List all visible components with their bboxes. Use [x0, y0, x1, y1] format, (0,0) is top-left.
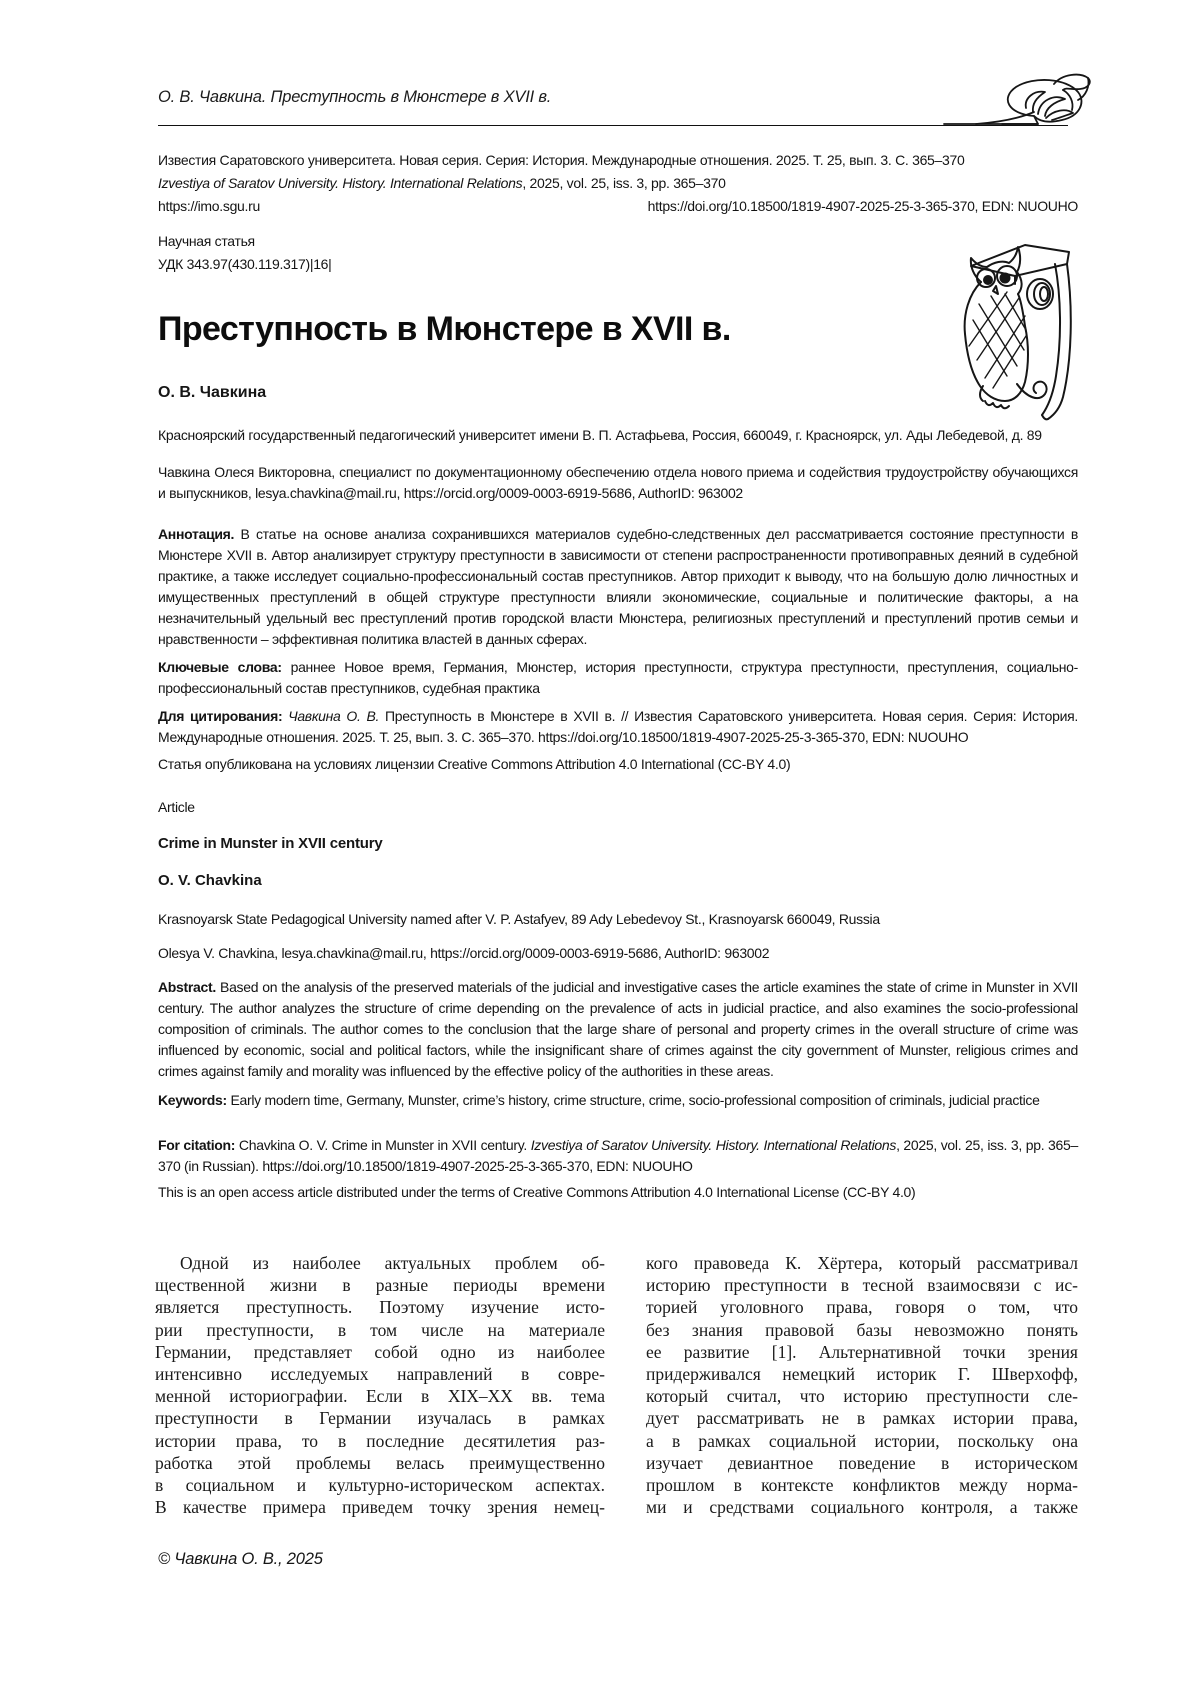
journal-site-link[interactable]: https://imo.sgu.ru	[158, 198, 260, 214]
journal-links-row	[158, 196, 1078, 217]
running-header-title: О. В. Чавкина. Преступность в Мюнстере в XVII в.	[158, 88, 552, 106]
author-bio-ru: Чавкина Олеся Викторовна, специалист по документационному обеспечению отдела нового приема и содействия трудоустройству обучающихся и выпускников, lesya.chavkina@mail.ru, https://orcid.org/0009-0003-6919-5686, AuthorID: 963002	[158, 464, 1078, 501]
body-text-line: работка этой проблемы велась преимущественно	[155, 1452, 605, 1473]
license-en: This is an open access article distributed under the terms of Creative Commons Attribution 4.0 International License (CC-BY 4.0)	[158, 1184, 916, 1200]
citation-pre-en: Chavkina O. V. Crime in Munster in XVII century.	[235, 1137, 531, 1153]
body-text-line: придерживался немецкий историк Г. Шверхофф,	[646, 1364, 1078, 1385]
body-text-line: преступности в Германии изучалась в рамках	[155, 1408, 605, 1429]
body-text-line: изучает девиантное поведение в историческом	[646, 1452, 1078, 1473]
copyright-notice: © Чавкина О. В., 2025	[158, 1550, 323, 1568]
body-text-line: кого правоведа К. Хёртера, который рассматривал	[646, 1253, 1078, 1273]
body-text-line: ее развитие [1]. Альтернативной точки зрения	[646, 1341, 1078, 1362]
header-rule	[158, 125, 1068, 126]
article-title-en: Crime in Munster in XVII century	[158, 835, 383, 852]
body-text-line: без знания правовой базы невозможно понять	[646, 1319, 1078, 1340]
journal-issue-en: , 2025, vol. 25, iss. 3, pp. 365–370	[522, 175, 726, 191]
body-text-line: в социальном и культурно-историческом аспектах.	[155, 1475, 605, 1496]
license-ru: Статья опубликована на условиях лицензии Creative Commons Attribution 4.0 International (CC-BY 4.0)	[158, 756, 791, 772]
body-text-line: который считал, что историю преступности сле-	[646, 1386, 1078, 1407]
journal-imprint-ru: Известия Саратовского университета. Новая серия. Серия: История. Международные отношения. 2025. Т. 25, вып. 3. С. 365–370	[158, 152, 965, 168]
body-text-line: истории права, то в последние десятилетия раз-	[155, 1430, 605, 1451]
keywords-text-en: Early modern time, Germany, Munster, crime’s history, crime structure, crime, socio-professional composition of criminals, judicial practice	[226, 1092, 1040, 1108]
abstract-label-en: Abstract.	[158, 979, 216, 995]
article-type-ru: Научная статья	[158, 233, 255, 249]
citation-label-ru: Для цитирования:	[158, 708, 283, 724]
keywords-text-ru: раннее Новое время, Германия, Мюнстер, история преступности, структура преступности, преступления, социально-профессиональный состав преступников, судебная практика	[158, 659, 1079, 696]
body-text-line: щественной жизни в разные периоды времени	[155, 1275, 605, 1296]
affiliation-ru: Красноярский государственный педагогический университет имени В. П. Астафьева, Россия, 660049, г. Красноярск, ул. Ады Лебедевой, д. 89	[158, 427, 1042, 443]
citation-ru	[158, 706, 1078, 748]
journal-imprint-en	[158, 173, 1078, 194]
keywords-label-ru: Ключевые слова:	[158, 659, 282, 675]
body-text-line: а в рамках социальной истории, поскольку она	[646, 1430, 1078, 1451]
doi-link[interactable]: https://doi.org/10.18500/1819-4907-2025-25-3-365-370, EDN: NUOUHO	[647, 198, 1078, 214]
body-text-line: интенсивно исследуемых направлений в совре-	[155, 1364, 605, 1385]
citation-label-en: For citation:	[158, 1137, 236, 1153]
keywords-en	[158, 1090, 1078, 1111]
udc-number: УДК 343.97(430.119.317)|16|	[158, 256, 332, 272]
abstract-text-en: Based on the analysis of the preserved materials of the judicial and investigative cases the article examines the state of crime in Munster in XVII century. The author analyzes the structure of crime depending on the prevalence of acts in judicial practice, and also examines the socio-professional composition of criminals. The author comes to the conclusion that the large share of personal and property crimes in the overall structure of crime was influenced by economic, social and political factors, while the insignificant share of crimes against the city government of Munster, religious crimes and crimes against family and morality was influenced by the effective policy of the authorities in these areas.	[158, 979, 1078, 1079]
body-text-line: рии преступности, в том числе на материале	[155, 1319, 605, 1340]
citation-text-ru: Преступность в Мюнстере в XVII в. // Известия Саратовского университета. Новая серия. Серия: История. Международные отношения. 2025. Т. 25, вып. 3. С. 365–370. https://doi.org/10.18500/1819-4907-2025-25-3-365-370, EDN: NUOUHO	[158, 708, 1078, 745]
author-name-en: O. V. Chavkina	[158, 872, 262, 889]
body-text-line: Одной из наиболее актуальных проблем об-	[180, 1253, 605, 1273]
citation-text-en: , 2025, vol. 25, iss. 3, pp. 365–370 (in Russian). https://doi.org/10.18500/1819-4907-2025-25-3-365-370, EDN: NUOUHO	[158, 1137, 1078, 1174]
citation-en	[158, 1135, 1078, 1177]
floral-ornament-icon	[942, 72, 1092, 128]
body-text-line: В качестве примера приведем точку зрения немец-	[155, 1497, 605, 1518]
body-column-right	[646, 1252, 1078, 1518]
citation-author-ru: Чавкина О. В.	[282, 708, 380, 724]
body-text-line: прошлом в контексте конфликтов между норма-	[646, 1475, 1078, 1496]
journal-name-en: Izvestiya of Saratov University. History. International Relations	[158, 175, 523, 191]
author-bio-en: Olesya V. Chavkina, lesya.chavkina@mail.ru, https://orcid.org/0009-0003-6919-5686, AuthorID: 963002	[158, 945, 770, 961]
keywords-ru	[158, 657, 1078, 699]
body-text-line: является преступность. Поэтому изучение исто-	[155, 1297, 605, 1318]
keywords-label-en: Keywords:	[158, 1092, 227, 1108]
body-text-line: дует рассматривать не в рамках истории права,	[646, 1408, 1078, 1429]
abstract-en	[158, 977, 1078, 1082]
abstract-ru	[158, 524, 1078, 650]
body-text-line: историю преступности в тесной взаимосвязи с ис-	[646, 1275, 1078, 1296]
body-text-line: Германии, представляет собой одно из наиболее	[155, 1341, 605, 1362]
author-name-ru: О. В. Чавкина	[158, 384, 267, 401]
article-type-en: Article	[158, 799, 195, 815]
body-text-line: ми и средствами социального контроля, а также	[646, 1497, 1078, 1518]
article-title-ru: Преступность в Мюнстере в XVII в.	[158, 310, 731, 348]
citation-journal-en: Izvestiya of Saratov University. History. International Relations	[530, 1137, 897, 1153]
body-column-left	[155, 1252, 605, 1518]
affiliation-en: Krasnoyarsk State Pedagogical University named after V. P. Astafyev, 89 Ady Lebedevoy St., Krasnoyarsk 660049, Russia	[158, 911, 880, 927]
abstract-label-ru: Аннотация.	[158, 526, 235, 542]
body-text-line: торией уголовного права, говоря о том, что	[646, 1297, 1078, 1318]
abstract-text-ru: В статье на основе анализа сохранившихся материалов судебно-следственных дел рассматривается состояние преступности в Мюнстере XVII в. Автор анализирует структуру преступности в зависимости от степени распространенности противоправных деяний в судебной практике, а также исследует социально-профессиональный состав преступников. Автор приходит к выводу, что на большую долю личностных и имущественных преступлений в общей структуре преступности влияли экономические, социальные и политические факторы, а на незначительный удельный вес преступлений против городской власти Мюнстера, религиозных преступлений и преступлений против семьи и нравственности – эффективная политика властей в данных сферах.	[158, 526, 1078, 647]
body-text-line: менной историографии. Если в XIX–XX вв. тема	[155, 1386, 605, 1407]
